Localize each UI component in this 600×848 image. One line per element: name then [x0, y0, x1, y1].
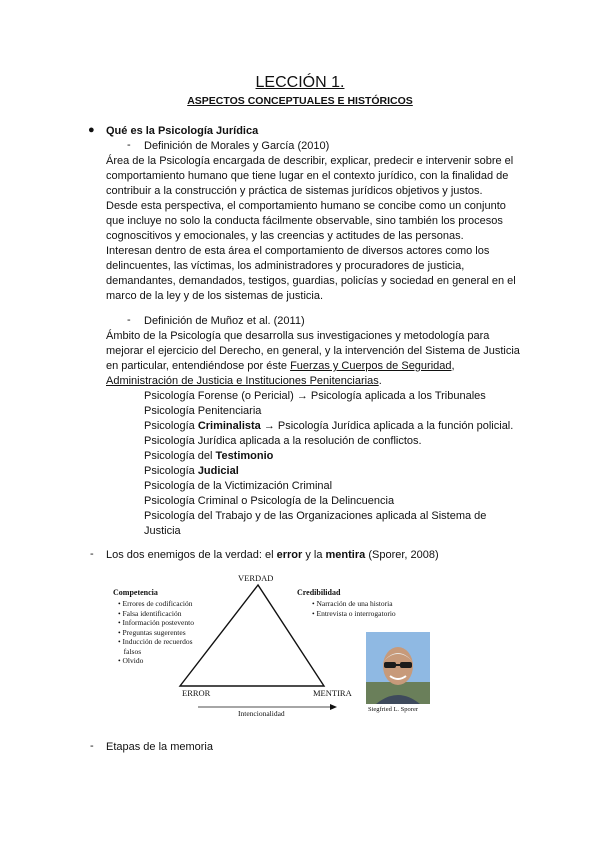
area-item: Psicología Criminalista → Psicología Jurídica aplicada a la función policial.: [144, 420, 514, 432]
list-item: • Errores de codificación: [118, 599, 193, 608]
area-item: Psicología del Testimonio: [144, 450, 274, 462]
list-item: • Preguntas sugerentes: [118, 627, 186, 637]
definition-label: Definición de Morales y García (2010): [144, 140, 330, 152]
underlined-term: Fuerzas y Cuerpos de Seguridad: [290, 360, 452, 372]
list-item: • Falsa identificación: [118, 608, 182, 618]
list-item: • Narración de una historia: [312, 599, 393, 608]
list-item: • Entrevista o interrogatorio: [312, 608, 396, 618]
list-item: • Inducción de recuerdos: [118, 637, 193, 646]
paragraph-line: Interesan dentro de esta área el comportamiento de diversos actores como los: [106, 245, 490, 257]
paragraph-line: delincuentes, las víctimas, los administradores y procuradores de justicia,: [106, 260, 465, 272]
diagram-right-label: MENTIRA: [313, 688, 352, 698]
photo-caption: Siegfried L. Sporer: [368, 706, 419, 713]
section-heading: Qué es la Psicología Jurídica: [106, 125, 259, 137]
paragraph-line: Área de la Psicología encargada de describir, explicar, predecir e intervenir sobre el: [106, 155, 514, 167]
paragraph-line: en particular, entendiéndose por éste Fuerzas y Cuerpos de Seguridad,: [106, 360, 455, 372]
competencia-title: Competencia: [113, 588, 158, 597]
paragraph-line: Ámbito de la Psicología que desarrolla sus investigaciones y metodología para: [106, 330, 490, 342]
paragraph-line: marco de la ley y de los sistemas de justicia.: [106, 290, 324, 302]
underlined-term: Administración de Justicia e Instituciones Penitenciarias: [106, 375, 379, 387]
section-line: Etapas de la memoria: [106, 741, 213, 753]
section-line: Los dos enemigos de la verdad: el error y la mentira (Sporer, 2008): [106, 549, 439, 561]
area-item: Psicología Forense (o Pericial) → Psicología aplicada a los Tribunales: [144, 390, 486, 402]
portrait-photo: [366, 632, 430, 704]
diagram-left-label: ERROR: [182, 688, 211, 698]
credibilidad-title: Credibilidad: [297, 588, 341, 597]
dash-icon: -: [127, 139, 131, 151]
area-item: Psicología Judicial: [144, 465, 239, 477]
definition-label: Definición de Muñoz et al. (2011): [144, 315, 305, 327]
area-item: Psicología Criminal o Psicología de la Delincuencia: [144, 495, 395, 507]
diagram-top-label: VERDAD: [238, 573, 274, 583]
credibilidad-list: [312, 599, 396, 618]
paragraph-line: cognoscitivos y emocionales, y las creencias y actitudes de las personas.: [106, 230, 464, 242]
paragraph-line: comportamiento humano que tiene lugar en el contexto jurídico, con la finalidad de: [106, 170, 509, 182]
arrow-head: [330, 704, 337, 710]
paragraph-line: mejorar el ejercicio del Derecho, en general, y la intervención del Sistema de Justicia: [106, 345, 520, 357]
person-photo-icon: [366, 632, 430, 704]
bullet-icon: ●: [88, 124, 95, 136]
paragraph-line: contribuir a la construcción y práctica de sistemas jurídicos objetivos y justos.: [106, 185, 483, 197]
list-item: • Información postevento: [118, 618, 194, 627]
paragraph-line: que incluye no solo la conducta fácilmente observable, sino también los procesos: [106, 215, 503, 227]
paragraph-line: Desde esta perspectiva, el comportamiento humano se concibe como un conjunto: [106, 200, 506, 212]
dash-icon: -: [127, 314, 131, 326]
page-subtitle: ASPECTOS CONCEPTUALES E HISTÓRICOS: [187, 95, 413, 107]
area-item: Justicia: [144, 525, 181, 537]
triangle-shape: [180, 585, 324, 686]
area-item: Psicología Jurídica aplicada a la resolución de conflictos.: [144, 435, 422, 447]
page-title: LECCIÓN 1.: [255, 74, 345, 91]
area-item: Psicología Penitenciaria: [144, 405, 262, 417]
list-item: falsos: [123, 646, 142, 656]
diagram-bottom-label: Intencionalidad: [238, 709, 285, 718]
paragraph-line: demandantes, demandados, testigos, guardias, policías y sociedad en general en el: [106, 275, 516, 287]
paragraph-line: Administración de Justicia e Instituciones Penitenciarias.: [106, 375, 382, 387]
area-item: Psicología del Trabajo y de las Organizaciones aplicada al Sistema de: [144, 510, 487, 522]
dash-icon: -: [90, 548, 94, 560]
competencia-list: [118, 599, 194, 666]
list-item: • Olvido: [118, 656, 144, 665]
area-item: Psicología de la Victimización Criminal: [144, 480, 333, 492]
dash-icon: -: [90, 740, 94, 752]
